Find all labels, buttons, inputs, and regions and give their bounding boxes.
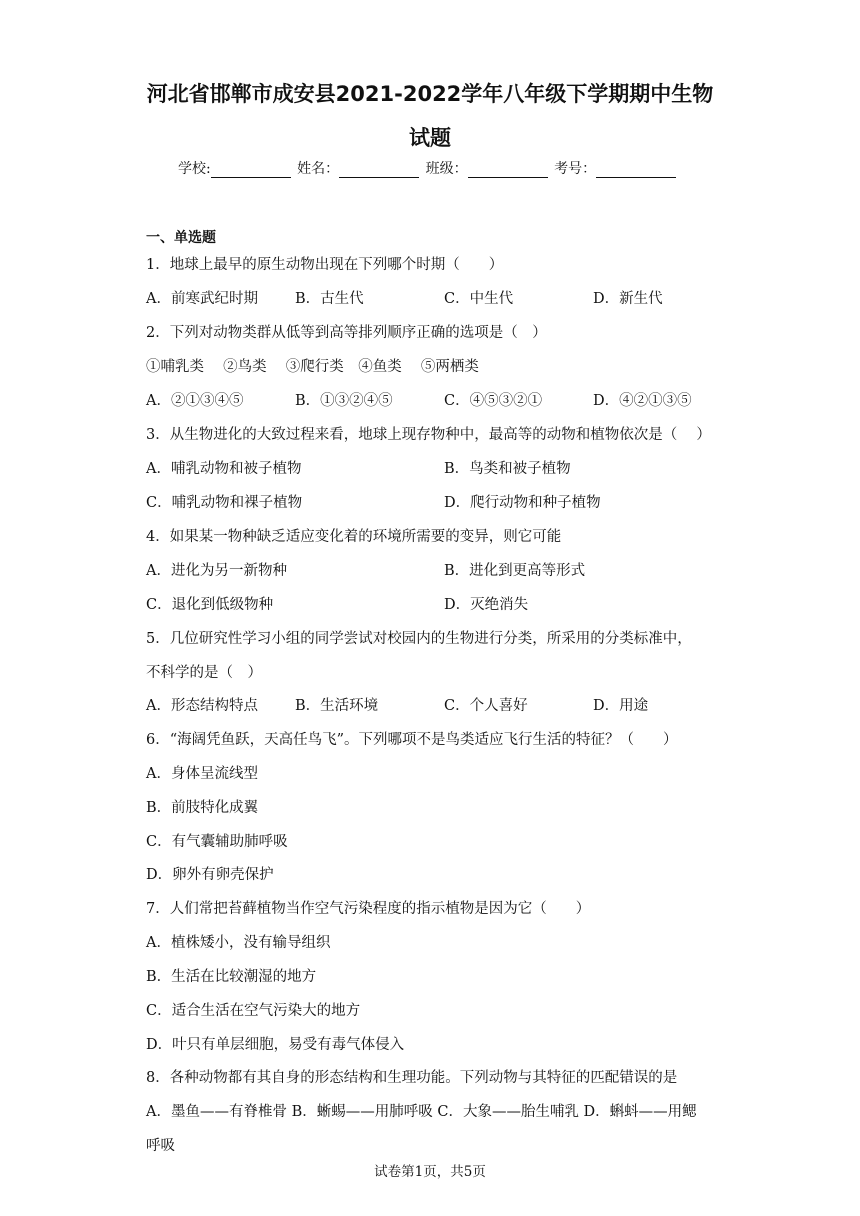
option-b: B．生活环境: [295, 698, 379, 714]
option-a: A．哺乳动物和被子植物: [146, 461, 302, 477]
name-blank: [339, 163, 419, 178]
option-a: A．②①③④⑤: [146, 393, 244, 409]
option-d: D．新生代: [593, 291, 663, 307]
option-a: A．前寒武纪时期: [146, 291, 258, 307]
option-b: B．①③②④⑤: [295, 393, 393, 409]
option-c: C．中生代: [444, 291, 514, 307]
option-c: C．哺乳动物和裸子植物: [146, 495, 303, 511]
option-b: B．生活在比较潮湿的地方: [146, 969, 317, 985]
class-label: 班级：: [425, 161, 468, 177]
option-b: B．鸟类和被子植物: [444, 461, 571, 477]
option-a: A．形态结构特点: [146, 698, 258, 714]
question-stem: 3．从生物进化的大致过程来看，地球上现存物种中，最高等的动物和植物依次是（ ）: [146, 427, 711, 443]
option-b: B．前肢特化成翼: [146, 800, 259, 816]
option-d: D．叶只有单层细胞，易受有毒气体侵入: [146, 1037, 405, 1053]
exam-title-line2: 试题: [409, 126, 451, 150]
question-stem-continued: 不科学的是（ ）: [146, 665, 262, 681]
question-stem: 6．“海阔凭鱼跃，天高任鸟飞”。下列哪项不是鸟类适应飞行生活的特征？（ ）: [146, 732, 678, 748]
option-c: C．适合生活在空气污染大的地方: [146, 1003, 361, 1019]
exam-number-label: 考号：: [554, 161, 597, 177]
option-a: A．身体呈流线型: [146, 766, 258, 782]
student-info-row: [178, 158, 698, 178]
school-label: 学校:: [178, 161, 211, 177]
option-c: C．个人喜好: [444, 698, 528, 714]
question-stem: 8．各种动物都有其自身的形态结构和生理功能。下列动物与其特征的匹配错误的是: [146, 1070, 678, 1086]
option-c: C．④⑤③②①: [444, 393, 543, 409]
options-line: A．墨鱼——有脊椎骨 B．蜥蜴——用肺呼吸 C．大象——胎生哺乳 D．蝌蚪——用鳃: [146, 1104, 697, 1120]
option-b: B．进化到更高等形式: [444, 563, 586, 579]
class-blank: [468, 163, 548, 178]
question-items: ①哺乳类 ②鸟类 ③爬行类 ④鱼类 ⑤两栖类: [146, 359, 479, 375]
option-d: D．卵外有卵壳保护: [146, 867, 274, 883]
question-stem: 7．人们常把苔藓植物当作空气污染程度的指示植物是因为它（ ）: [146, 901, 591, 917]
option-a: A．进化为另一新物种: [146, 563, 287, 579]
option-d: D．灭绝消失: [444, 597, 529, 613]
question-stem: 1．地球上最早的原生动物出现在下列哪个时期（ ）: [146, 257, 504, 273]
options-line-continued: 呼吸: [146, 1138, 175, 1154]
exam-title-line1: 河北省邯郸市成安县2021-2022学年八年级下学期期中生物: [146, 82, 714, 106]
question-stem: 2．下列对动物类群从低等到高等排列顺序正确的选项是（ ）: [146, 325, 547, 341]
option-c: C．退化到低级物种: [146, 597, 274, 613]
question-stem: 5．几位研究性学习小组的同学尝试对校园内的生物进行分类，所采用的分类标准中，: [146, 631, 692, 647]
school-blank: [211, 163, 291, 178]
option-a: A．植株矮小，没有输导组织: [146, 935, 331, 951]
section-heading: 一、单选题: [146, 230, 216, 246]
name-label: 姓名：: [297, 161, 340, 177]
page-footer: 试卷第1页，共5页: [374, 1164, 486, 1180]
question-stem: 4．如果某一物种缺乏适应变化着的环境所需要的变异，则它可能: [146, 529, 562, 545]
exam-number-blank: [596, 163, 676, 178]
option-d: D．用途: [593, 698, 649, 714]
option-c: C．有气囊辅助肺呼吸: [146, 834, 288, 850]
option-b: B．古生代: [295, 291, 364, 307]
option-d: D．爬行动物和种子植物: [444, 495, 601, 511]
option-d: D．④②①③⑤: [593, 393, 692, 409]
